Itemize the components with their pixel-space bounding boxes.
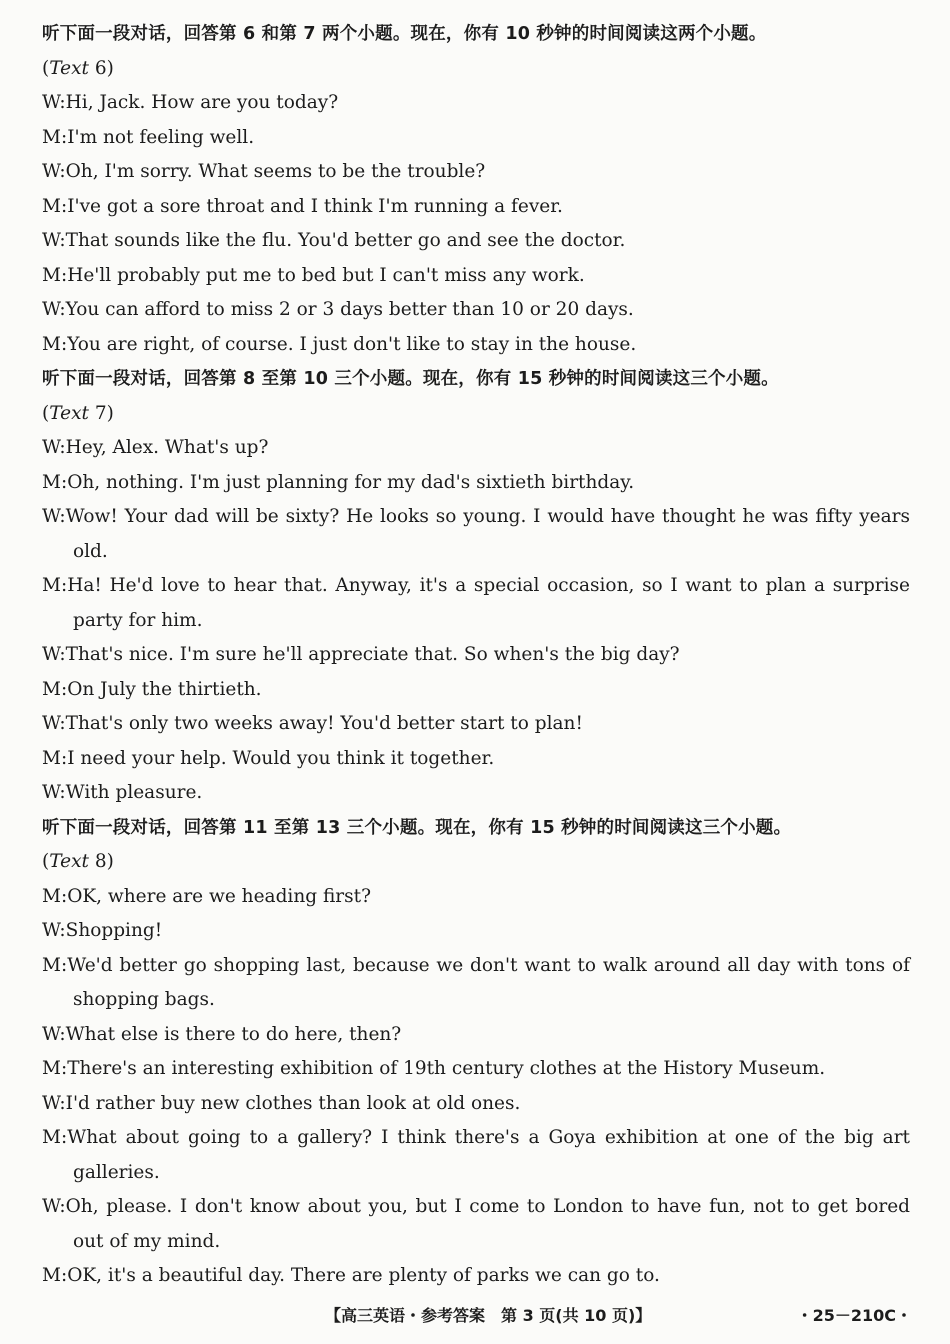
utterance-text: Hi, Jack. How are you today? <box>65 92 339 113</box>
utterance-text: Wow! Your dad will be sixty? He looks so young. I would have thought he was fifty years <box>65 506 910 527</box>
dialogue-line <box>42 86 910 121</box>
speaker-label: W: <box>42 299 66 320</box>
dialogue-line <box>42 880 910 915</box>
dialogue-line <box>42 707 910 742</box>
speaker-label: M: <box>42 1265 68 1286</box>
utterance-text: There's an interesting exhibition of 19th century clothes at the History Museum. <box>67 1058 826 1079</box>
utterance-continuation: galleries. <box>73 1161 160 1183</box>
dialogue-line <box>42 466 910 501</box>
speaker-label: M: <box>42 264 68 286</box>
dialogue-line <box>42 776 910 811</box>
dialogue-line <box>42 293 910 328</box>
speaker-label: W: <box>42 506 66 527</box>
utterance-text: Oh, please. I don't know about you, but I come to London to have fun, not to get bored <box>65 1196 910 1217</box>
dialogue-line <box>42 1087 910 1122</box>
speaker-label: M: <box>42 333 68 355</box>
utterance-text: I need your help. Would you think it together. <box>67 747 495 769</box>
utterance-text: I'd rather buy new clothes than look at old ones. <box>65 1092 521 1114</box>
speaker-label: W: <box>42 161 66 182</box>
speaker-label: W: <box>42 713 66 734</box>
dialogue-line <box>42 949 910 984</box>
speaker-label: W: <box>42 92 66 113</box>
dialogue-line <box>42 500 910 535</box>
instruction-text8: 听下面一段对话，回答第 11 至第 13 三个小题。现在，你有 15 秒钟的时间阅读这三个小题。 <box>42 817 792 838</box>
text8-label: (Text 8) <box>42 851 114 872</box>
text6-label: (Text 6) <box>42 57 114 79</box>
utterance-text: You can afford to miss 2 or 3 days better than 10 or 20 days. <box>65 299 634 320</box>
speaker-label: W: <box>42 1092 66 1114</box>
speaker-label: M: <box>42 575 68 596</box>
dialogue-text6 <box>42 86 910 362</box>
utterance-text: We'd better go shopping last, because we don't want to walk around all day with tons of <box>67 954 910 976</box>
dialogue-line <box>42 259 910 294</box>
speaker-label: W: <box>42 1196 66 1217</box>
utterance-text: Oh, I'm sorry. What seems to be the trouble? <box>65 161 486 182</box>
speaker-label: W: <box>42 782 66 803</box>
dialogue-line <box>42 673 910 708</box>
dialogue-text7 <box>42 431 910 811</box>
dialogue-line <box>42 569 910 604</box>
instruction-text7: 听下面一段对话，回答第 8 至第 10 三个小题。现在，你有 15 秒钟的时间阅读这三个小题。 <box>42 369 779 389</box>
dialogue-line <box>42 914 910 949</box>
dialogue-line <box>42 1190 910 1225</box>
speaker-label: M: <box>42 471 68 493</box>
utterance-continuation: party for him. <box>73 609 203 631</box>
utterance-text: That's nice. I'm sure he'll appreciate that. So when's the big day? <box>65 644 680 665</box>
utterance-continuation: shopping bags. <box>73 989 215 1010</box>
speaker-label: W: <box>42 644 66 665</box>
dialogue-line <box>42 638 910 673</box>
page-footer <box>0 1301 950 1331</box>
utterance-text: What else is there to do here, then? <box>65 1023 402 1045</box>
utterance-text: I'm not feeling well. <box>67 126 255 148</box>
speaker-label: M: <box>42 1127 68 1148</box>
utterance-text: OK, where are we heading first? <box>67 885 371 907</box>
utterance-text: That's only two weeks away! You'd better start to plan! <box>65 713 583 734</box>
speaker-label: W: <box>42 920 66 941</box>
utterance-continuation: out of my mind. <box>73 1230 221 1252</box>
utterance-text: I've got a sore throat and I think I'm running a fever. <box>67 195 563 217</box>
speaker-label: M: <box>42 747 68 769</box>
text7-label: (Text 7) <box>42 402 114 424</box>
utterance-text: Shopping! <box>65 920 163 941</box>
speaker-label: W: <box>42 230 66 251</box>
speaker-label: W: <box>42 437 66 458</box>
dialogue-line <box>42 1018 910 1053</box>
dialogue-line <box>42 328 910 363</box>
utterance-continuation: old. <box>73 540 108 562</box>
speaker-label: M: <box>42 126 68 148</box>
utterance-text: You are right, of course. I just don't like to stay in the house. <box>67 333 637 355</box>
utterance-text: What about going to a gallery? I think there's a Goya exhibition at one of the big art <box>67 1127 910 1148</box>
utterance-text: With pleasure. <box>65 782 203 803</box>
speaker-label: M: <box>42 195 68 217</box>
dialogue-text8 <box>42 880 910 1294</box>
utterance-text: He'll probably put me to bed but I can't miss any work. <box>67 264 585 286</box>
utterance-text: Ha! He'd love to hear that. Anyway, it's a special occasion, so I want to plan a surprise <box>67 575 910 596</box>
speaker-label: M: <box>42 1058 68 1079</box>
speaker-label: M: <box>42 678 68 700</box>
utterance-text: Hey, Alex. What's up? <box>65 437 269 458</box>
dialogue-line <box>42 190 910 225</box>
utterance-text: On July the thirtieth. <box>67 678 262 700</box>
dialogue-line <box>42 431 910 466</box>
dialogue-line <box>42 742 910 777</box>
utterance-text: That sounds like the flu. You'd better go and see the doctor. <box>65 230 626 251</box>
dialogue-line <box>42 1121 910 1156</box>
speaker-label: M: <box>42 885 68 907</box>
footer-page-info: 【高三英语・参考答案 第 3 页(共 10 页)】 <box>325 1306 652 1325</box>
dialogue-line <box>42 1259 910 1294</box>
speaker-label: W: <box>42 1023 66 1045</box>
dialogue-line <box>42 224 910 259</box>
utterance-text: Oh, nothing. I'm just planning for my dad's sixtieth birthday. <box>67 471 635 493</box>
dialogue-line <box>42 155 910 190</box>
dialogue-line <box>42 121 910 156</box>
speaker-label: M: <box>42 954 68 976</box>
instruction-text6: 听下面一段对话，回答第 6 和第 7 两个小题。现在，你有 10 秒钟的时间阅读这两个小题。 <box>42 24 767 44</box>
footer-code: ・25－210C・ <box>796 1306 912 1325</box>
dialogue-line <box>42 1052 910 1087</box>
utterance-text: OK, it's a beautiful day. There are plenty of parks we can go to. <box>67 1265 660 1286</box>
